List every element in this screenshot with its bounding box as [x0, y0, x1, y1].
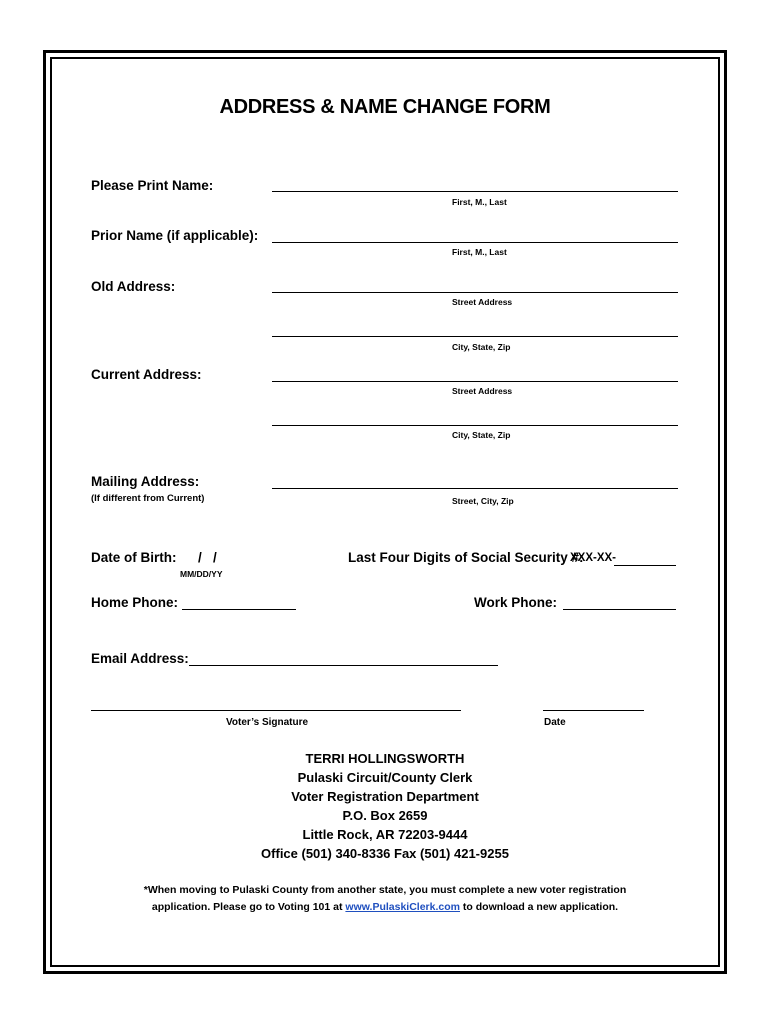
old-address-street-field[interactable] [272, 292, 678, 293]
po-box: P.O. Box 2659 [342, 808, 428, 823]
old-address-city-field[interactable] [272, 336, 678, 337]
home-phone-label: Home Phone: [91, 595, 179, 610]
print-name-label: Please Print Name: [91, 178, 214, 193]
note-line-2-after: to download a new application. [462, 901, 619, 913]
print-name-field[interactable] [272, 191, 678, 192]
clerk-title: Pulaski Circuit/County Clerk [297, 770, 473, 785]
old-address-label: Old Address: [91, 279, 176, 294]
city-state-zip: Little Rock, AR 72203-9444 [302, 827, 468, 842]
mailing-address-hint: Street, City, Zip [452, 496, 514, 506]
prior-name-field[interactable] [272, 242, 678, 243]
mailing-address-label: Mailing Address: [91, 474, 200, 489]
department-name: Voter Registration Department [291, 789, 479, 804]
ssn-field[interactable] [614, 565, 676, 566]
work-phone-label: Work Phone: [474, 595, 558, 610]
dob-label: Date of Birth: [91, 550, 177, 565]
old-address-street-hint: Street Address [452, 297, 513, 307]
signature-caption: Voter’s Signature [226, 717, 309, 728]
note-line-1: *When moving to Pulaski County from another state, you must complete a new voter registration [143, 884, 627, 896]
prior-name-hint: First, M., Last [452, 247, 507, 257]
contact-numbers: Office (501) 340-8336 Fax (501) 421-9255 [261, 846, 509, 861]
current-address-city-hint: City, State, Zip [452, 430, 511, 440]
dob-format-hint: MM/DD/YY [180, 569, 223, 579]
signature-field[interactable] [91, 710, 461, 711]
note-line-2 [0, 901, 770, 913]
email-label: Email Address: [91, 651, 189, 666]
current-address-street-hint: Street Address [452, 386, 513, 396]
date-caption: Date [544, 717, 566, 728]
email-field[interactable] [189, 665, 498, 666]
old-address-city-hint: City, State, Zip [452, 342, 511, 352]
home-phone-field[interactable] [182, 609, 296, 610]
prior-name-label: Prior Name (if applicable): [91, 228, 259, 243]
mailing-address-sublabel: (If different from Current) [91, 493, 205, 504]
current-address-city-field[interactable] [272, 425, 678, 426]
pulaski-clerk-link[interactable]: www.PulaskiClerk.com [345, 901, 460, 913]
ssn-prefix: XXX-XX- [570, 552, 617, 564]
ssn-label: Last Four Digits of Social Security #: [348, 550, 584, 565]
note-line-2-before: application. Please go to Voting 101 at [151, 901, 343, 913]
mailing-address-field[interactable] [272, 488, 678, 489]
work-phone-field[interactable] [563, 609, 676, 610]
dob-field[interactable]: / / [198, 550, 217, 565]
current-address-label: Current Address: [91, 367, 202, 382]
current-address-street-field[interactable] [272, 381, 678, 382]
date-field[interactable] [543, 710, 644, 711]
print-name-hint: First, M., Last [452, 197, 507, 207]
clerk-name: TERRI HOLLINGSWORTH [305, 751, 465, 766]
form-title: ADDRESS & NAME CHANGE FORM [219, 96, 551, 118]
